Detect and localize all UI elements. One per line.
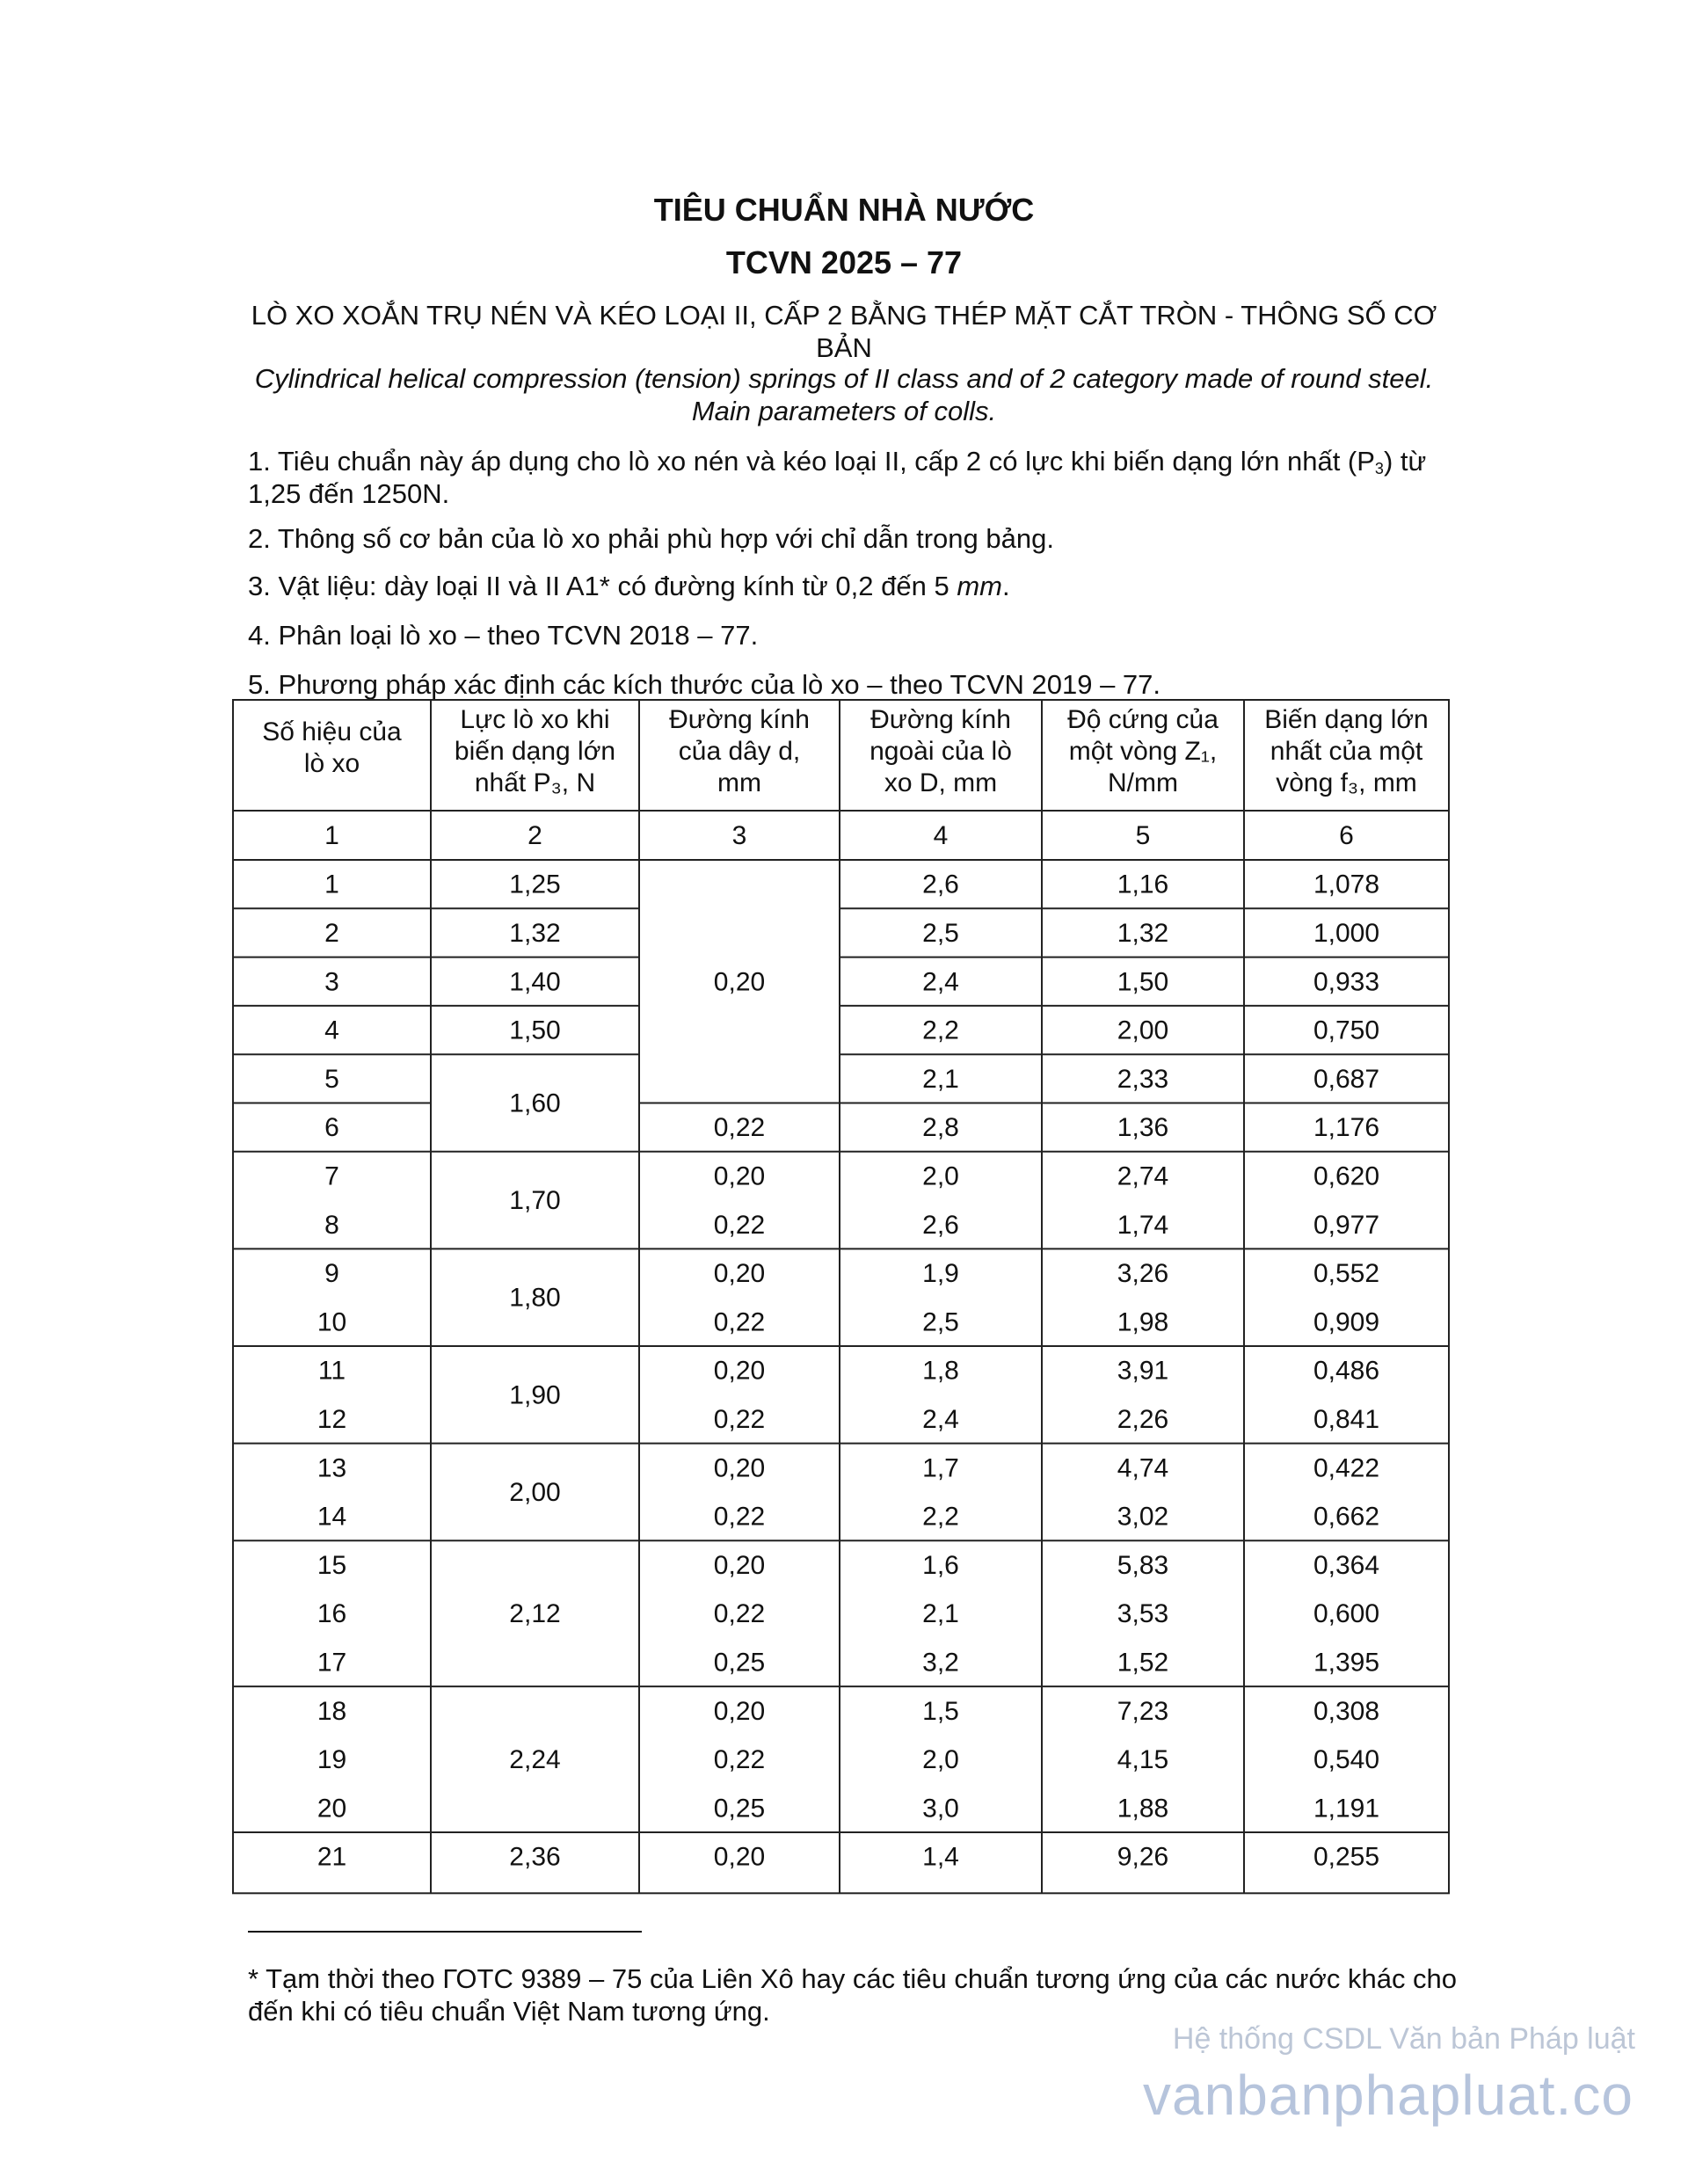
table-cell-wire-diameter: 0,20 [713,967,766,997]
footnote-divider [248,1931,642,1933]
title-vietnamese: LÒ XO XOẮN TRỤ NÉN VÀ KÉO LOẠI II, CẤP 2 BẰNG THÉP MẶT CẮT TRÒN - THÔNG SỐ CƠ BẢN [251,300,1437,363]
table-cell-stiffness: 2,00 [1117,1016,1169,1045]
table-header-cell: một vòng Z₁, [1068,737,1218,766]
table-cell-force: 1,80 [509,1283,561,1313]
table-cell-outer-diameter: 3,0 [922,1794,959,1824]
document-title: TIÊU CHUẨN NHÀ NƯỚC [653,192,1035,228]
table-cell-number: 3 [324,967,339,997]
table-cell-number: 10 [316,1307,347,1337]
table-cell-number: 20 [316,1794,347,1824]
table-cell-force: 2,12 [509,1599,561,1629]
standard-code: TCVN 2025 – 77 [725,244,963,280]
table-header-cell: nhất của một [1270,737,1423,766]
table-header-cell: Đường kính [669,705,810,734]
paragraph-1: 1. Tiêu chuẩn này áp dụng cho lò xo nén và kéo loại II, cấp 2 có lực khi biến dạng lớn nhất $(P_3)$ từ 1,25 đến 1250N. [248,446,1427,509]
table-header-cell: của dây d, [678,737,801,766]
table-cell-force: 2,24 [509,1745,561,1775]
table-cell-outer-diameter: 2,4 [922,967,959,997]
table-cell-force: 1,70 [509,1186,561,1216]
table-cell-wire-diameter: 0,22 [713,1307,766,1337]
table-cell-stiffness: 1,32 [1117,918,1169,948]
table-cell-force: 1,60 [509,1088,561,1118]
table-cell-wire-diameter: 0,20 [713,1356,766,1386]
table-column-number: 5 [1135,821,1151,850]
table-cell-number: 21 [316,1842,347,1872]
watermark-text: Hệ thống CSDL Văn bản Pháp luật [1172,2022,1635,2056]
table-cell-wire-diameter: 0,22 [713,1404,766,1434]
table-cell-force: 1,25 [509,870,561,899]
table-cell-stiffness: 9,26 [1117,1842,1169,1872]
table-cell-outer-diameter: 1,5 [922,1696,959,1726]
table-cell-stiffness: 1,50 [1117,967,1169,997]
table-cell-force: 1,32 [509,918,561,948]
table-cell-deformation: 0,909 [1313,1307,1380,1337]
table-cell-force: 1,50 [509,1016,561,1045]
table-cell-wire-diameter: 0,20 [713,1161,766,1191]
table-cell-deformation: 0,662 [1313,1502,1380,1532]
table-cell-number: 13 [316,1453,347,1483]
table-header-cell: biến dạng lớn [454,737,616,766]
table-header-cell: Biến dạng lớn [1264,705,1429,734]
table-cell-deformation: 0,750 [1313,1016,1380,1045]
table-cell-number: 8 [324,1210,339,1240]
table-cell-wire-diameter: 0,20 [713,1696,766,1726]
table-header-cell: lò xo [303,749,360,778]
table-cell-deformation: 0,687 [1313,1064,1380,1094]
table-cell-outer-diameter: 2,6 [922,870,959,899]
table-header-cell: vòng f₃, mm [1276,768,1417,797]
table-cell-deformation: 0,933 [1313,967,1380,997]
table-cell-stiffness: 1,88 [1117,1794,1169,1824]
table-cell-deformation: 0,600 [1313,1599,1380,1629]
table-cell-outer-diameter: 2,6 [922,1210,959,1240]
table-cell-outer-diameter: 2,2 [922,1502,959,1532]
table-cell-outer-diameter: 2,5 [922,1307,959,1337]
table-cell-wire-diameter: 0,25 [713,1794,766,1824]
table-cell-stiffness: 3,02 [1117,1502,1169,1532]
table-cell-stiffness: 1,98 [1117,1307,1169,1337]
table-cell-force: 2,00 [509,1477,561,1507]
table-cell-deformation: 1,078 [1313,870,1380,899]
table-cell-force: 1,90 [509,1380,561,1410]
table-cell-stiffness: 1,36 [1117,1113,1169,1143]
table-cell-number: 14 [316,1502,347,1532]
table-cell-wire-diameter: 0,20 [713,1453,766,1483]
table-cell-stiffness: 2,74 [1117,1161,1169,1191]
table-cell-deformation: 0,364 [1313,1550,1380,1580]
table-cell-number: 9 [324,1259,339,1289]
table-cell-stiffness: 3,26 [1117,1259,1169,1289]
table-cell-stiffness: 1,74 [1117,1210,1169,1240]
table-cell-deformation: 0,486 [1313,1356,1380,1386]
table-cell-number: 5 [324,1064,339,1094]
table-cell-wire-diameter: 0,20 [713,1550,766,1580]
table-header-cell: Đường kính [870,705,1011,734]
table-header-cell: Số hiệu của [262,717,402,746]
table-header-cell: N/mm [1108,768,1178,797]
table-cell-outer-diameter: 3,2 [922,1648,959,1678]
table-border [233,700,1449,1893]
table-header-cell: ngoài của lò [869,737,1012,766]
table-cell-wire-diameter: 0,22 [713,1502,766,1532]
table-cell-force: 1,40 [509,967,561,997]
table-header-cell: nhất P₃, N [474,768,596,797]
table-cell-stiffness: 3,53 [1117,1599,1169,1629]
table-header-cell: xo D, mm [884,768,998,797]
table-cell-deformation: 0,552 [1313,1259,1380,1289]
table-cell-number: 18 [316,1696,347,1726]
table-cell-stiffness: 2,26 [1117,1404,1169,1434]
table-cell-number: 11 [317,1356,346,1386]
table-cell-stiffness: 3,91 [1117,1356,1169,1386]
table-header-cell: mm [717,768,761,797]
table-cell-deformation: 1,395 [1313,1648,1380,1678]
table-cell-deformation: 0,841 [1313,1404,1380,1434]
table-cell-number: 2 [324,918,339,948]
table-cell-deformation: 0,540 [1313,1745,1380,1775]
watermark-site: vanbanphapluat.co [1143,2064,1633,2127]
table-cell-deformation: 1,191 [1313,1794,1380,1824]
table-cell-outer-diameter: 2,8 [922,1113,959,1143]
table-cell-outer-diameter: 1,8 [922,1356,959,1386]
table-cell-outer-diameter: 1,4 [922,1842,959,1872]
table-cell-outer-diameter: 2,1 [922,1064,959,1094]
table-cell-stiffness: 5,83 [1117,1550,1169,1580]
table-column-number: 6 [1339,821,1354,850]
table-column-number: 4 [933,821,949,850]
paragraph-3: 3. Vật liệu: dày loại II và II A1* có đường kính từ 0,2 đến 5 mm. [248,571,1010,601]
table-header-cell: Lực lò xo khi [460,705,610,734]
table-cell-wire-diameter: 0,22 [713,1113,766,1143]
table-cell-number: 17 [316,1648,347,1678]
table-cell-number: 6 [324,1113,339,1143]
table-cell-stiffness: 4,15 [1117,1745,1169,1775]
title-english: Cylindrical helical compression (tension) springs of II class and of 2 category made of round steel. Main parameters of colls. [254,363,1434,426]
table-cell-stiffness: 2,33 [1117,1064,1169,1094]
table-cell-number: 15 [316,1550,347,1580]
table-cell-wire-diameter: 0,22 [713,1210,766,1240]
table-cell-outer-diameter: 2,0 [922,1161,959,1191]
table-cell-outer-diameter: 2,1 [922,1599,959,1629]
table-header-cell: Độ cứng của [1067,705,1219,734]
table-cell-deformation: 1,176 [1313,1113,1380,1143]
table-column-number: 2 [528,821,542,850]
table-cell-stiffness: 7,23 [1117,1696,1169,1726]
table-column-number: 3 [731,821,747,850]
table-cell-deformation: 1,000 [1313,918,1380,948]
table-cell-outer-diameter: 2,2 [922,1016,959,1045]
table-cell-outer-diameter: 2,5 [922,918,959,948]
table-cell-stiffness: 1,16 [1117,870,1169,899]
table-cell-outer-diameter: 2,4 [922,1404,959,1434]
table-cell-wire-diameter: 0,20 [713,1842,766,1872]
table-cell-wire-diameter: 0,25 [713,1648,766,1678]
table-cell-deformation: 0,308 [1313,1696,1380,1726]
table-cell-stiffness: 1,52 [1117,1648,1169,1678]
table-cell-number: 19 [316,1745,347,1775]
paragraph-5: 5. Phương pháp xác định các kích thước của lò xo – theo TCVN 2019 – 77. [248,669,1161,700]
table-cell-stiffness: 4,74 [1117,1453,1169,1483]
paragraph-2: 2. Thông số cơ bản của lò xo phải phù hợp với chỉ dẫn trong bảng. [248,523,1054,554]
table-cell-number: 4 [324,1016,339,1045]
table-cell-deformation: 0,422 [1313,1453,1380,1483]
table-cell-number: 7 [324,1161,339,1191]
table-column-number: 1 [324,821,339,850]
table-cell-number: 12 [316,1404,347,1434]
paragraph-4: 4. Phân loại lò xo – theo TCVN 2018 – 77. [248,620,759,651]
table-cell-outer-diameter: 1,7 [922,1453,959,1483]
table-cell-wire-diameter: 0,22 [713,1599,766,1629]
table-cell-number: 1 [324,870,339,899]
table-cell-force: 2,36 [509,1842,561,1872]
table-cell-outer-diameter: 1,9 [922,1259,959,1289]
table-cell-wire-diameter: 0,22 [713,1745,766,1775]
table-cell-deformation: 0,977 [1313,1210,1380,1240]
table-cell-wire-diameter: 0,20 [713,1259,766,1289]
table-cell-deformation: 0,620 [1313,1161,1380,1191]
footnote: * Tạm thời theo ГОТС 9389 – 75 của Liên Xô hay các tiêu chuẩn tương ứng của các nước khác cho đến khi có tiêu chuẩn Việt Nam tương ứng. [248,1963,1458,2027]
table-cell-outer-diameter: 1,6 [922,1550,959,1580]
table-cell-number: 16 [316,1599,347,1629]
table-cell-deformation: 0,255 [1313,1842,1380,1872]
table-cell-outer-diameter: 2,0 [922,1745,959,1775]
